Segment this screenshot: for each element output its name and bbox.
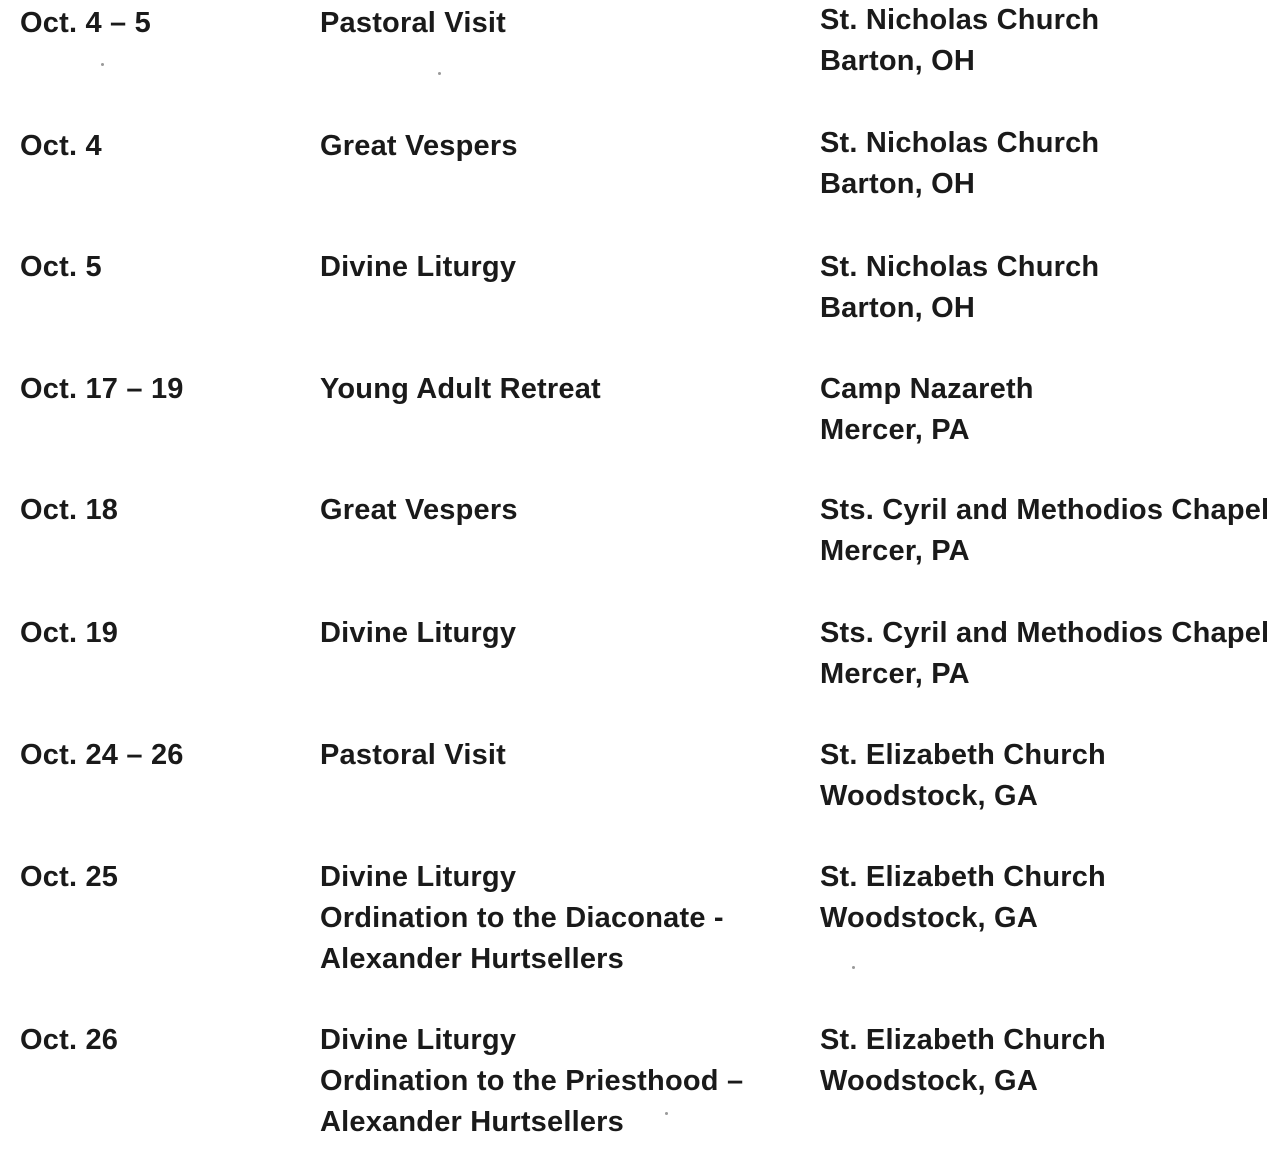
event-line: Divine Liturgy	[320, 251, 517, 283]
event-line: Young Adult Retreat	[320, 373, 601, 405]
row-date: Oct. 26	[20, 1024, 119, 1056]
event-line: Divine Liturgy	[320, 617, 517, 649]
row-date: Oct. 17 – 19	[20, 373, 184, 405]
row-event	[320, 857, 724, 980]
event-line: Alexander Hurtsellers	[320, 943, 624, 975]
row-location	[820, 613, 1269, 695]
location-name: St. Elizabeth Church	[820, 1024, 1106, 1056]
event-line: Great Vespers	[320, 494, 518, 526]
location-city: Mercer, PA	[820, 658, 970, 690]
location-name: St. Nicholas Church	[820, 4, 1100, 36]
row-event	[320, 613, 516, 654]
location-name: St. Elizabeth Church	[820, 739, 1106, 771]
location-name: Sts. Cyril and Methodios Chapel	[820, 494, 1270, 526]
event-line: Great Vespers	[320, 130, 518, 162]
location-city: Woodstock, GA	[820, 902, 1038, 934]
scan-speck	[852, 966, 855, 969]
row-date: Oct. 5	[20, 251, 102, 283]
scan-speck	[438, 72, 441, 75]
row-date: Oct. 19	[20, 617, 119, 649]
location-city: Barton, OH	[820, 292, 976, 324]
row-location	[820, 1020, 1106, 1102]
row-event	[320, 247, 516, 288]
row-event	[320, 369, 601, 410]
location-city: Mercer, PA	[820, 535, 970, 567]
event-line: Ordination to the Priesthood –	[320, 1065, 744, 1097]
row-location	[820, 0, 1099, 82]
location-city: Woodstock, GA	[820, 1065, 1038, 1097]
row-date: Oct. 24 – 26	[20, 739, 184, 771]
row-location	[820, 123, 1099, 205]
row-location	[820, 857, 1106, 939]
event-line: Alexander Hurtsellers	[320, 1106, 624, 1138]
scan-speck	[665, 1112, 668, 1115]
event-line: Pastoral Visit	[320, 739, 507, 771]
row-date: Oct. 25	[20, 861, 119, 893]
event-line: Divine Liturgy	[320, 1024, 517, 1056]
scan-speck	[101, 63, 104, 66]
row-event	[320, 490, 518, 531]
location-name: St. Nicholas Church	[820, 127, 1100, 159]
row-date: Oct. 4 – 5	[20, 7, 151, 39]
event-line: Divine Liturgy	[320, 861, 517, 893]
location-city: Barton, OH	[820, 168, 976, 200]
row-date: Oct. 18	[20, 494, 119, 526]
location-name: Camp Nazareth	[820, 373, 1034, 405]
row-location	[820, 369, 1034, 451]
row-event	[320, 126, 518, 167]
row-event	[320, 1020, 743, 1143]
row-event	[320, 735, 506, 776]
location-city: Mercer, PA	[820, 414, 970, 446]
location-name: Sts. Cyril and Methodios Chapel	[820, 617, 1270, 649]
row-location	[820, 247, 1099, 329]
event-line: Ordination to the Diaconate -	[320, 902, 724, 934]
location-city: Woodstock, GA	[820, 780, 1038, 812]
location-name: St. Nicholas Church	[820, 251, 1100, 283]
location-city: Barton, OH	[820, 45, 976, 77]
row-location	[820, 490, 1269, 572]
event-line: Pastoral Visit	[320, 7, 507, 39]
row-location	[820, 735, 1106, 817]
row-event	[320, 3, 506, 44]
row-date: Oct. 4	[20, 130, 102, 162]
location-name: St. Elizabeth Church	[820, 861, 1106, 893]
